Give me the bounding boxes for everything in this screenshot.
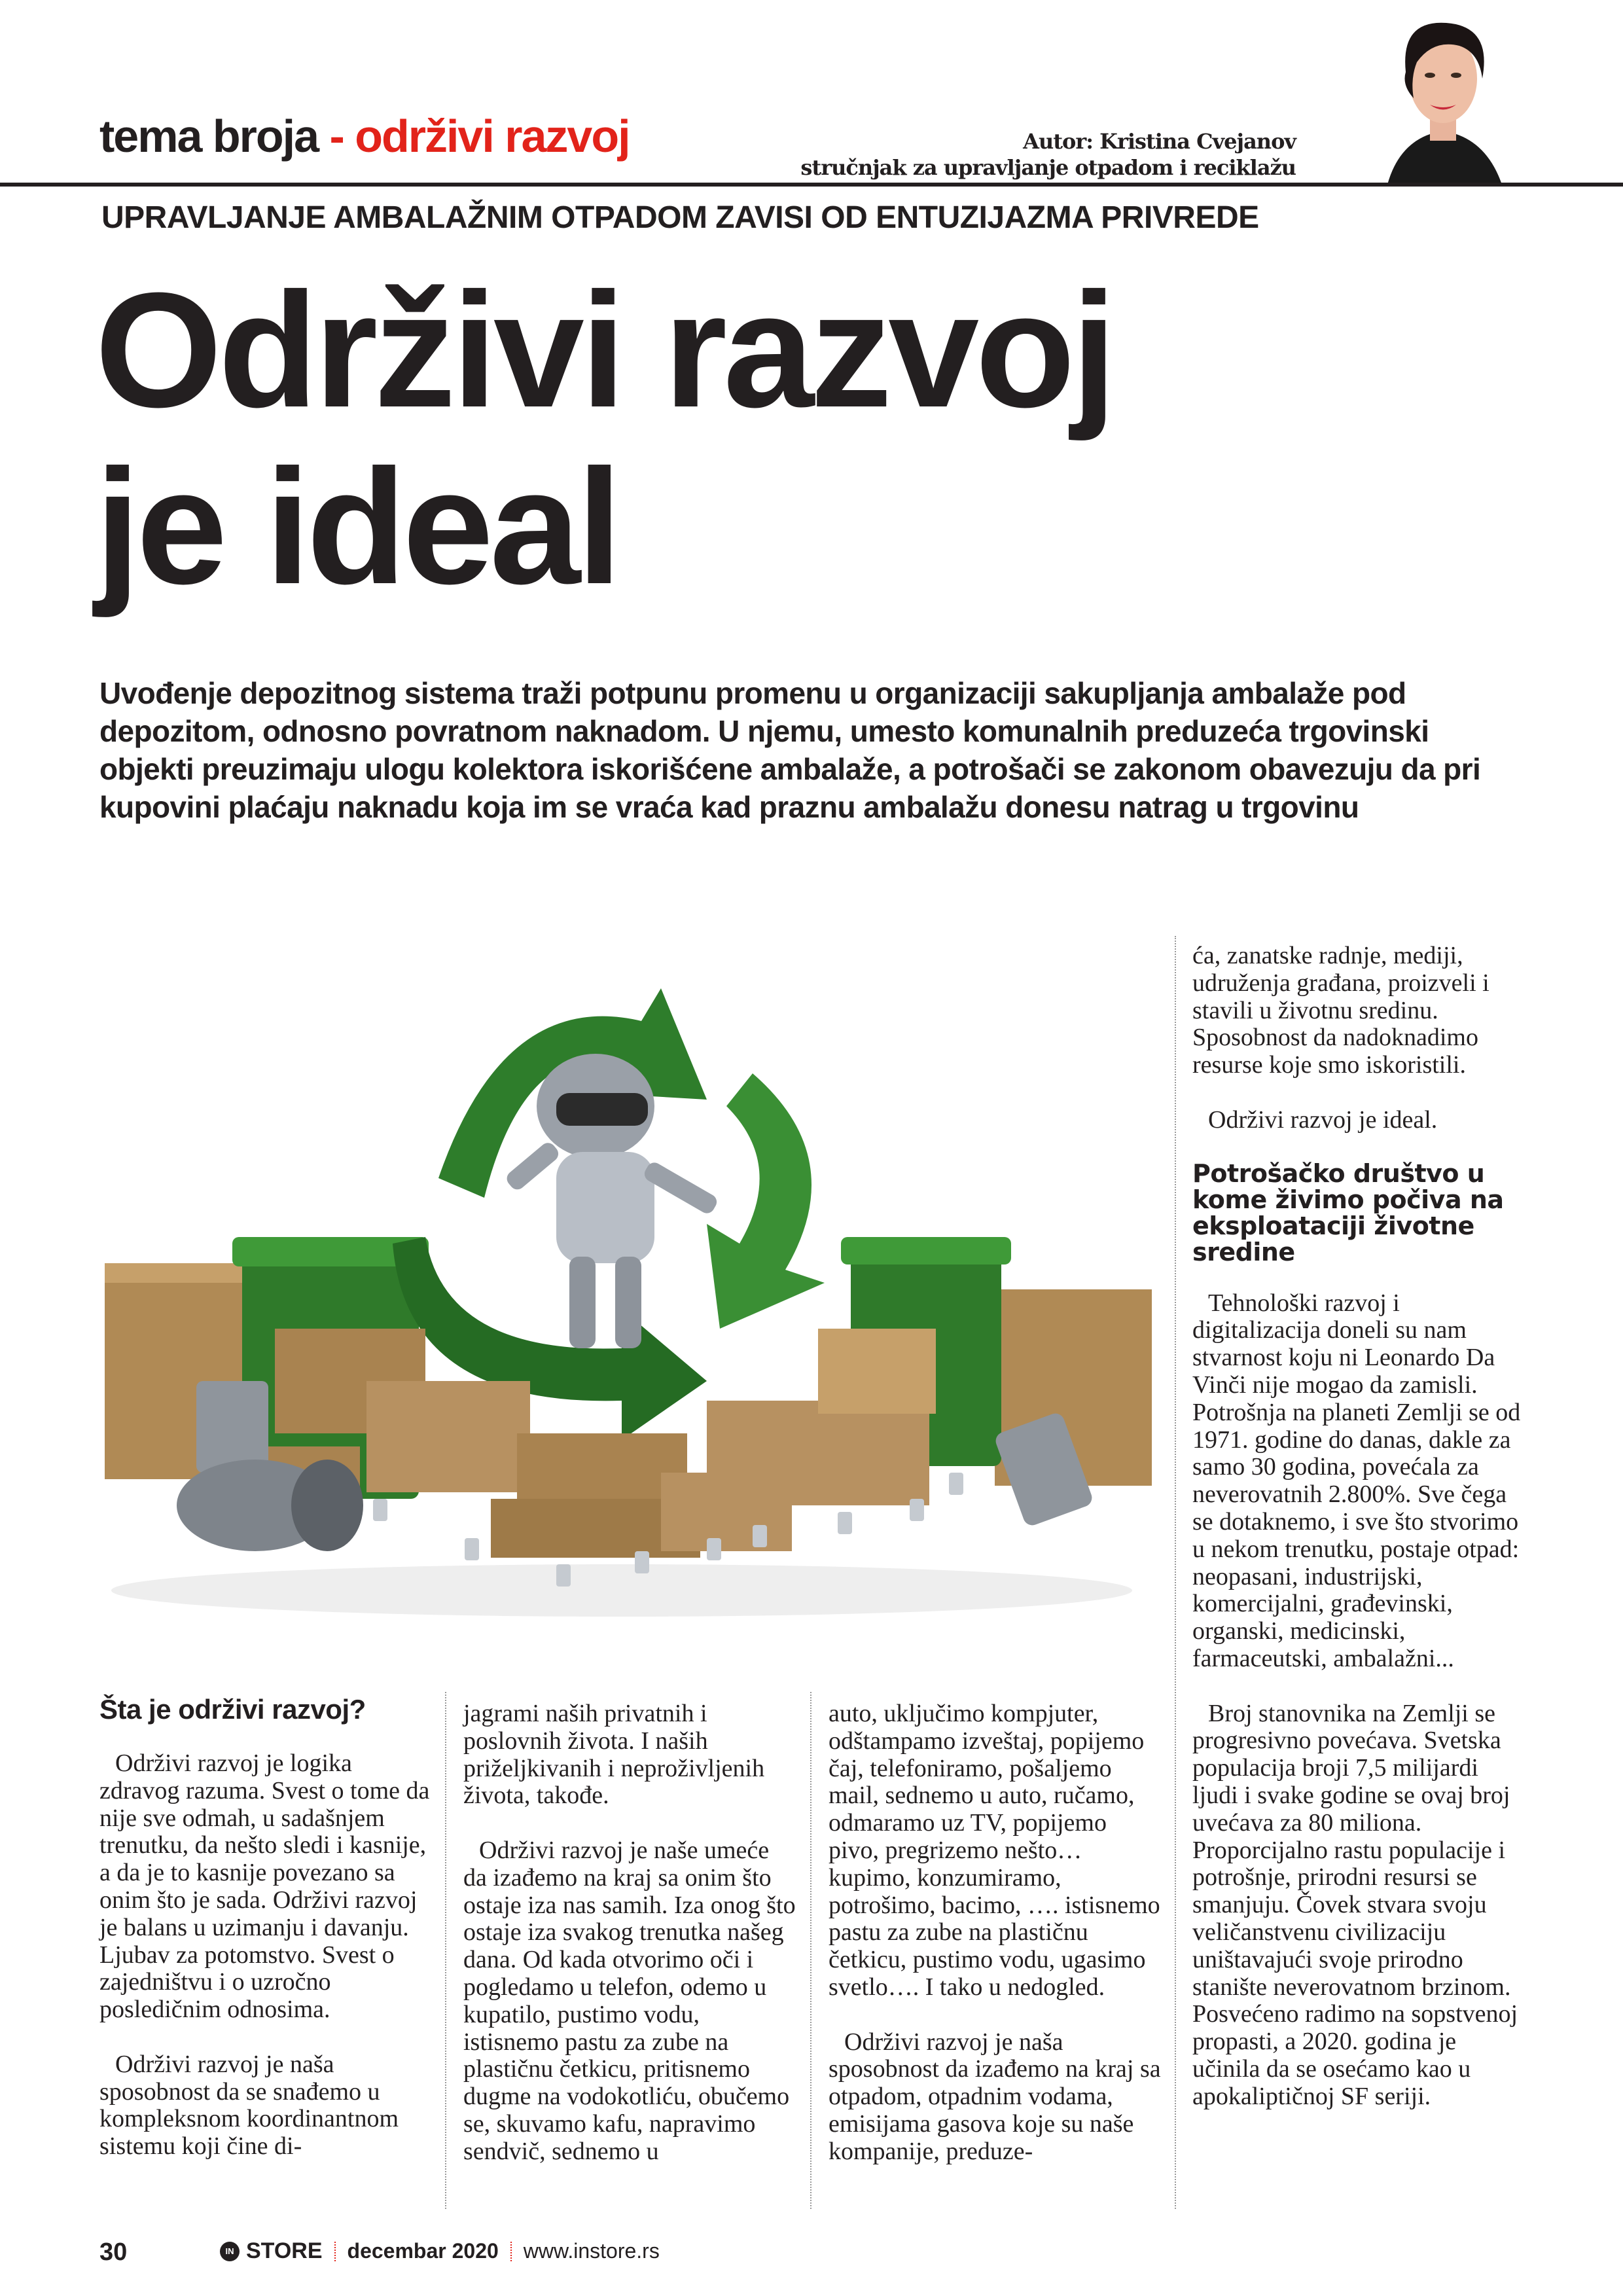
column-divider xyxy=(445,1692,446,2209)
paragraph: Održivi razvoj je naša sposobnost da se snađemo u kompleksnom koordinantnom sistemu koji čine di- xyxy=(99,2050,399,2161)
paragraph: auto, uključimo kompjuter, odštampamo izveštaj, popijemo čaj, telefoniramo, pošaljemo mail, sednemo u auto, ručamo, odmaramo uz TV, popijemo pivo, pregrizemo nešto… kupimo, konzumiramo, potrošimo, bacimo, …. istisnemo pastu za zube na plastičnu četkicu, pustimo vodu, ugasimo svetlo…. I tako u nedogled. xyxy=(829,1700,1160,2001)
issue-date: decembar 2020 xyxy=(347,2239,499,2263)
website-link[interactable]: www.instore.rs xyxy=(523,2239,660,2263)
column-divider xyxy=(1175,936,1176,2209)
author-role: stručnjak za upravljanje otpadom i reciklažu xyxy=(800,155,1296,180)
paragraph: ća, zanatske radnje, mediji, udruženja građana, proizveli i stavili u životnu sredinu. Sposobnost da nadoknadimo resurse koje smo iskoristili. xyxy=(1192,942,1489,1079)
paragraph: Održivi razvoj je ideal. xyxy=(1208,1105,1438,1134)
body-column-2 xyxy=(463,1700,797,2166)
author-name: Autor: Kristina Cvejanov xyxy=(1023,129,1296,154)
section-topic: održivi razvoj xyxy=(355,111,630,162)
separator xyxy=(334,2242,336,2261)
paragraph: Održivi razvoj je logika zdravog razuma. Svest o tome da nije sve odmah, u sadašnjem trenutku, da nešto sledi i kasnije, a da je to kasnije povezano sa onim što je sada. Održivi razvoj je balans u uzimanju i davanju. Ljubav za potomstvo. Svest o zajedništvu i o uzročno posledičnim odnosima. xyxy=(99,1749,430,2024)
column-divider xyxy=(810,1692,812,2209)
footer-brand xyxy=(220,2238,660,2264)
separator xyxy=(510,2242,512,2261)
paragraph: Održivi razvoj je naša sposobnost da izađemo na kraj sa otpadom, otpadnim vodama, emisijama gasova koje su naše kompanije, preduze- xyxy=(829,2028,1161,2165)
section-prefix: tema broja xyxy=(99,111,318,162)
brand-name: STORE xyxy=(246,2238,323,2263)
paragraph: jagrami naših privatnih i poslovnih života. I naših priželjkivanih i neproživljenih života, takođe. xyxy=(463,1700,765,1810)
author-byline xyxy=(800,128,1296,181)
section-label xyxy=(99,110,630,162)
kicker: UPRAVLJANJE AMBALAŽNIM OTPADOM ZAVISI OD ENTUZIJAZMA PRIVREDE xyxy=(101,200,1259,235)
section-dash: - xyxy=(318,111,355,162)
body-column-4 xyxy=(1192,942,1526,2110)
lead-paragraph: Uvođenje depozitnog sistema traži potpunu promenu u organizaciji sakupljanja ambalaže pod depozitom, odnosno povratnom naknadom. U njemu, umesto komunalnih preduzeća trgovinski objekti preuzimaju ulogu kolektora iskorišćene ambalaže, a potrošači se zakonom obavezuju da pri kupovini plaćaju naknadu koja im se vraća kad praznu ambalažu donesu natrag u trgovinu xyxy=(99,676,1481,824)
article-title xyxy=(95,259,1113,618)
title-line-2: je ideal xyxy=(95,435,618,618)
page-number: 30 xyxy=(99,2238,128,2266)
body-column-3 xyxy=(829,1700,1162,2166)
instore-logo-icon: IN xyxy=(220,2242,240,2261)
paragraph: Tehnološki razvoj i digitalizacija doneli su nam stvarnost koju ni Leonardo Da Vinči nije mogao da zamisli. Potrošnja na planeti Zemlji se od 1971. godine do danas, dakle za samo 30 godina, povećala za neverovatnih 2.800%. Sve čega se dotaknemo, i sve što stvorimo u nekom trenutku, postaje otpad: neopasani, industrijski, komercijalni, građevinski, organski, medicinski, farmaceutski, ambalažni... xyxy=(1192,1289,1521,1672)
recycling-robot-illustration xyxy=(98,962,1158,1630)
title-line-1: Održivi razvoj xyxy=(95,259,1113,441)
paragraph: Održivi razvoj je naše umeće da izađemo na kraj sa onim što ostaje iza nas samih. Iza onog što ostaje iza svakog trenutka našeg dana. Od kada otvorimo oči i pogledamo u telefon, odemo u kupatilo, pustimo vodu, istisnemo pastu za zube na plastičnu četkicu, pritisnemo dugme na vodokotliću, obučemo se, skuvamo kafu, napravimo sendvič, sednemo u xyxy=(463,1836,796,2165)
author-photo xyxy=(1361,0,1525,185)
subheading: Šta je održivi razvoj? xyxy=(99,1694,366,1725)
header-rule xyxy=(0,183,1623,187)
paragraph: Broj stanovnika na Zemlji se progresivno povećava. Svetska populacija broji 7,5 milijardi ljudi i svake godine se ovaj broj uvećava za 80 miliona. Proporcijalno rastu populacije i potrošnje, prirodni resursi se smanjuju. Čovek stvara svoju veličanstvenu civilizaciju uništavajući svoje prirodno stanište neverovatnom brzinom. Posvećeno radimo na sopstvenoj propasti, a 2020. godina je učinila da se osećamo kao u apokaliptičnoj SF seriji. xyxy=(1192,1699,1518,2110)
subheading: Potrošačko društvo u kome živimo počiva na eksploataciji životne sredine xyxy=(1192,1158,1504,1266)
body-column-1 xyxy=(99,1695,433,2161)
